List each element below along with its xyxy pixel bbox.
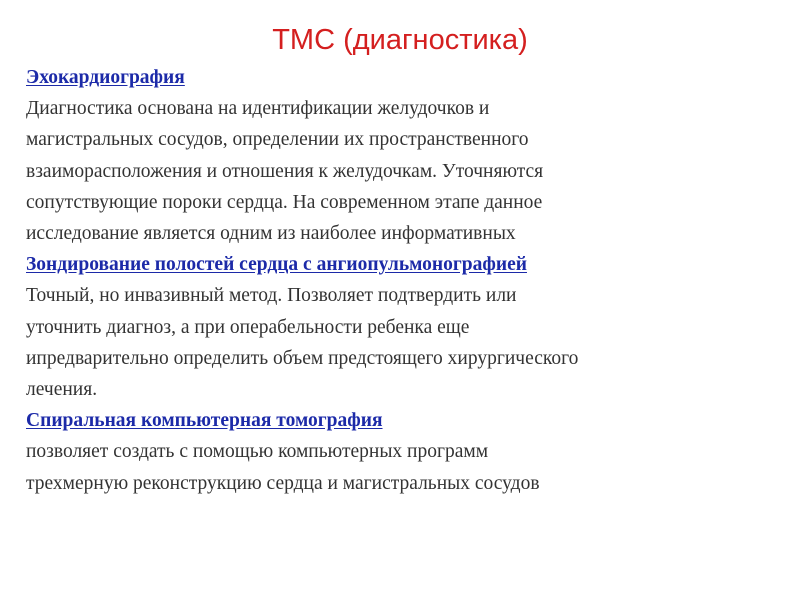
slide-title: ТМС (диагностика) xyxy=(272,24,528,56)
text-line: Диагностика основана на идентификации желудочков и xyxy=(26,98,490,120)
text-line: магистральных сосудов, определении их пространственного xyxy=(26,129,529,151)
text-line: взаиморасположения и отношения к желудочкам. Уточняются xyxy=(26,160,544,182)
section-echocardiography xyxy=(26,62,796,249)
section-heading: Эхокардиография xyxy=(26,67,185,88)
text-line: исследование является одним из наиболее информативных xyxy=(26,223,516,245)
section-heading: Зондирование полостей сердца с ангиопульмонографией xyxy=(26,254,527,276)
text-line: позволяет создать с помощью компьютерных программ xyxy=(26,441,489,463)
section-heading: Спиральная компьютерная томография xyxy=(26,410,383,432)
text-line: уточнить диагноз, а при операбельности ребенка еще xyxy=(26,316,470,338)
section-cardiac-catheterization xyxy=(26,249,796,405)
text-line: Точный, но инвазивный метод. Позволяет подтвердить или xyxy=(26,285,517,307)
text-line: сопутствующие пороки сердца. На современном этапе данное xyxy=(26,191,543,213)
text-line: ипредварительно определить объем предстоящего хирургического xyxy=(26,347,579,369)
slide-content xyxy=(26,62,796,499)
text-line: трехмерную реконструкцию сердца и магистральных сосудов xyxy=(26,472,540,494)
text-line: лечения. xyxy=(26,379,98,401)
section-spiral-ct xyxy=(26,405,796,499)
